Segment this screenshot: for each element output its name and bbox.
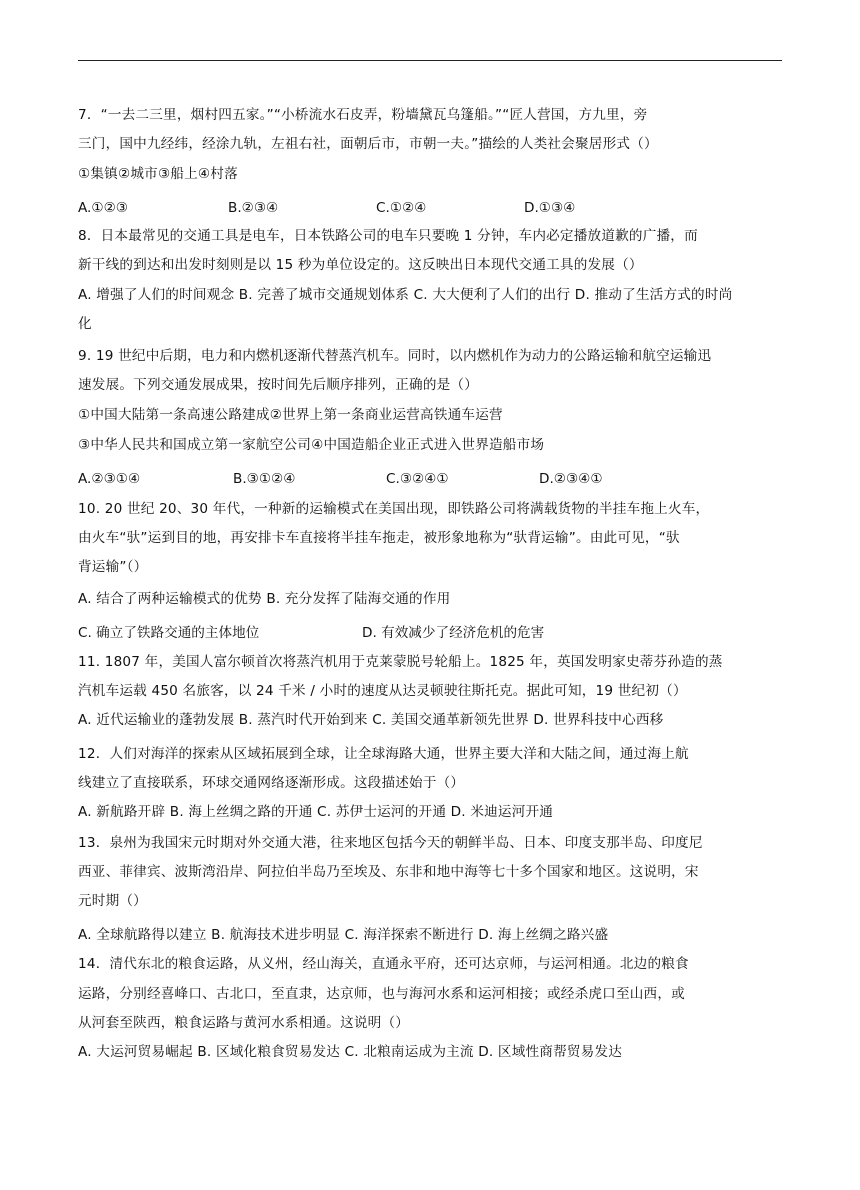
q9-option-c[interactable]: C.③②④①: [386, 471, 449, 487]
q8-options-line-2: 化: [78, 316, 92, 332]
q7-option-a[interactable]: A.①②③: [78, 200, 128, 216]
q13-stem-line-3: 元时期（）: [78, 893, 147, 909]
q10-option-c[interactable]: C. 确立了铁路交通的主体地位: [78, 625, 260, 641]
q14-stem-line-3: 从河套至陕西，粮食运路与黄河水系相通。这说明（）: [78, 1015, 410, 1031]
q7-option-d[interactable]: D.①③④: [524, 200, 576, 216]
q7-option-c[interactable]: C.①②④: [376, 200, 427, 216]
q9-stem-line-1: 9. 19 世纪中后期，电力和内燃机逐渐代替蒸汽机车。同时，以内燃机作为动力的公路运输和航空运输迅: [78, 348, 712, 364]
q7-stem-line-2: 三门，国中九经纬，经涂九轨，左祖右社，面朝后市，市朝一夫。”描绘的人类社会聚居形式（）: [78, 136, 658, 152]
q7-items: ①集镇②城市③船上④村落: [78, 166, 238, 182]
q10-options-line-1: A. 结合了两种运输模式的优势 B. 充分发挥了陆海交通的作用: [78, 591, 451, 607]
q9-items-line-1: ①中国大陆第一条高速公路建成②世界上第一条商业运营高铁通车运营: [78, 407, 503, 423]
q10-stem-line-3: 背运输”（）: [78, 559, 148, 575]
q8-options-line: A. 增强了人们的时间观念 B. 完善了城市交通规划体系 C. 大大便利了人们的出行 D. 推动了生活方式的时尚: [78, 287, 733, 303]
q11-stem-line-2: 汽机车运载 450 名旅客，以 24 千米 / 小时的速度从达灵顿驶往斯托克。据此可知，19 世纪初（）: [78, 683, 687, 699]
q9-option-a[interactable]: A.②③①④: [78, 471, 141, 487]
q10-stem-line-1: 10. 20 世纪 20、30 年代，一种新的运输模式在美国出现，即铁路公司将满载货物的半挂车拖上火车，: [78, 501, 710, 517]
q12-options-line: A. 新航路开辟 B. 海上丝绸之路的开通 C. 苏伊士运河的开通 D. 米迪运河开通: [78, 804, 554, 820]
q10-option-d[interactable]: D. 有效减少了经济危机的危害: [362, 625, 545, 641]
q13-stem-line-2: 西亚、菲律宾、波斯湾沿岸、阿拉伯半岛乃至埃及、东非和地中海等七十多个国家和地区。这说明，宋: [78, 864, 699, 880]
q8-stem-line-2: 新干线的到达和出发时刻则是以 15 秒为单位设定的。这反映出日本现代交通工具的发展（）: [78, 257, 643, 273]
q11-stem-line-1: 11. 1807 年，美国人富尔顿首次将蒸汽机用于克莱蒙脱号轮船上。1825 年，英国发明家史蒂芬孙造的蒸: [78, 654, 723, 670]
q9-option-b[interactable]: B.③①②④: [233, 471, 296, 487]
q13-options-line: A. 全球航路得以建立 B. 航海技术进步明显 C. 海洋探索不断进行 D. 海上丝绸之路兴盛: [78, 927, 609, 943]
header-rule: [78, 60, 782, 61]
q14-stem-line-2: 运路，分别经喜峰口、古北口，至直隶，达京师，也与海河水系和运河相接；或经杀虎口至山西，或: [78, 986, 685, 1002]
q9-items-line-2: ③中华人民共和国成立第一家航空公司④中国造船企业正式进入世界造船市场: [78, 437, 545, 453]
q7-stem-line-1: 7．“一去二三里，烟村四五家。”“小桥流水石皮弄，粉墙黛瓦乌篷船。”“匠人营国，方九里，旁: [78, 107, 648, 123]
q14-options-line: A. 大运河贸易崛起 B. 区域化粮食贸易发达 C. 北粮南运成为主流 D. 区域性商帮贸易发达: [78, 1044, 623, 1060]
q9-stem-line-2: 速发展。下列交通发展成果，按时间先后顺序排列，正确的是（）: [78, 377, 479, 393]
q12-stem-line-1: 12．人们对海洋的探索从区域拓展到全球，让全球海路大通，世界主要大洋和大陆之间，通过海上航: [78, 746, 689, 762]
q9-option-d[interactable]: D.②③④①: [539, 471, 603, 487]
q11-options-line: A. 近代运输业的蓬勃发展 B. 蒸汽时代开始到来 C. 美国交通革新领先世界 D. 世界科技中心西移: [78, 712, 664, 728]
q10-stem-line-2: 由火车“驮”运到目的地，再安排卡车直接将半挂车拖走，被形象地称为“驮背运输”。由此可见，“驮: [78, 530, 680, 546]
q7-option-b[interactable]: B.②③④: [228, 200, 279, 216]
q8-stem-line-1: 8．日本最常见的交通工具是电车，日本铁路公司的电车只要晚 1 分钟，车内必定播放道歉的广播，而: [78, 228, 698, 244]
q14-stem-line-1: 14．清代东北的粮食运路，从义州，经山海关，直通永平府，还可达京师，与运河相通。北边的粮食: [78, 956, 689, 972]
q12-stem-line-2: 线建立了直接联系，环球交通网络逐渐形成。这段描述始于（）: [78, 775, 465, 791]
q13-stem-line-1: 13．泉州为我国宋元时期对外交通大港，往来地区包括今天的朝鲜半岛、日本、印度支那半岛、印度尼: [78, 835, 703, 851]
